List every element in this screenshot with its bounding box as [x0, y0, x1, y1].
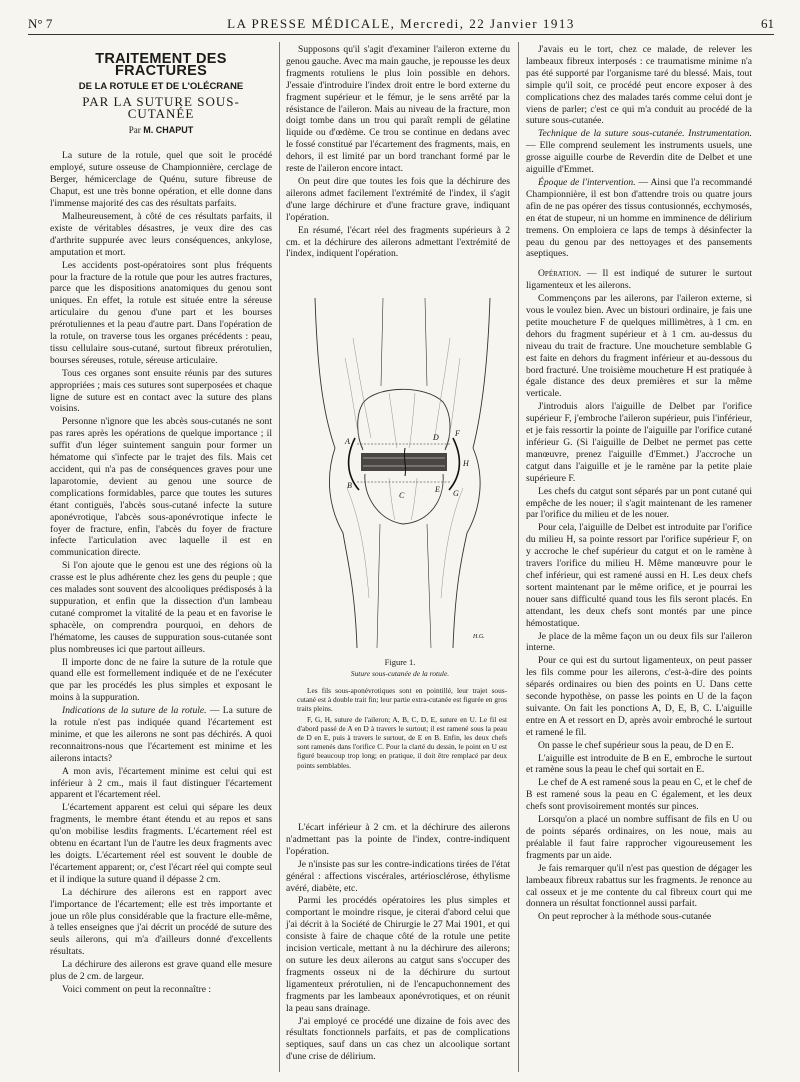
paragraph: Supposons qu'il s'agit d'examiner l'aileron externe du genou gauche. Avec ma main gauche, je repousse les deux fragments rotuliens le plus loin possible en dehors. J'essaie d'introduire l'index droit entre le bord externe du fragment supérieur et le fémur, je le sens arrêté par la résistance de l'aileron. Mais au niveau de la fracture, mon doigt tombe dans un trou qui paraît rempli de gélatine liquide ou d'œdème. Ce trou se continue en dedans avec le fossé constitué par l'écartement des fragments, mais, en dehors, il est limité par un bord tranchant formé par le reste de l'aileron encore intact. — [286, 44, 510, 175]
col3-rest-paragraphs — [526, 293, 752, 923]
paragraph: Il importe donc de ne faire la suture de la rotule que quand elle est formellement indiquée et de ne l'exécuter que par les procédés les plus simples et exposant le moins à la suppuration. — [50, 656, 272, 704]
paragraph: Commençons par les ailerons, par l'aileron externe, si vous le voulez bien. Avec un bistouri ordinaire, je fais une petite moucheture F de quelques millimètres, à 1 cm. en dehors du fragment supérieur et à 1 cm. au-dessus du niveau du trait de fracture. Une moucheture semblable G est faite en dehors du fragment inférieur et au-dessous du bord fracturé. Une troisième moucheture H est pratiquée à égale distance des deux premières et sur la même verticale. — [526, 293, 752, 400]
legend-paragraph: F, G, H, suture de l'aileron; A, B, C, D, E, suture en U. Le fil est d'abord passé de A en D à travers le surtout; il est ramené sous la peau de D en E, puis à travers le surtout, de E en B. Enfin, les deux chefs sont ramenés dans l'orifice C. Pour la clarté du dessin, le point en U est figuré beaucoup trop long; en pratique, il doit être remplacé par deux points semblables. — [297, 714, 507, 770]
column-2 — [286, 44, 510, 261]
leg-outline-left — [329, 448, 357, 648]
paragraph: L'écart inférieur à 2 cm. et la déchirure des ailerons n'admettant pas la pointe de l'index, contre-indiquent l'opération. — [286, 822, 510, 857]
column-divider — [518, 42, 519, 1072]
running-header — [28, 14, 774, 35]
paragraph: Je fais remarquer qu'il n'est pas question de dégager les lambeaux fibreux rabattus sur les fragments. Je renonce au cal osseux et je me contente du cal fibreux court qui me donnera un résultat fonctionnel aussi parfait. — [526, 862, 752, 910]
col2-bottom-paragraphs — [286, 822, 510, 1063]
byline-par: Par — [128, 124, 141, 135]
paragraph: Je n'insiste pas sur les contre-indications tirées de l'état général : affections viscérales, artériosclérose, éthylisme avéré, diabète, etc. — [286, 858, 510, 894]
paragraph: Je place de la même façon un ou deux fils sur l'aileron interne. — [526, 630, 752, 654]
page-number: 61 — [761, 16, 774, 31]
paragraph: L'écartement apparent est celui qui sépare les deux fragments, le membre étant étendu et au repos et sans qu'on mobilise lesdits fragments. L'écartement réel est obtenu en écartant l'un de l'autre les deux fragments avec les doigts. L'écartement réel est souvent le double de l'écartement apparent; or, c'est l'écart réel qui compte seul et il indique la suture quand il dépasse 2 cm. — [50, 802, 272, 885]
figure-label: A — [345, 437, 350, 446]
paragraph-epoque — [526, 177, 752, 260]
paragraph: Malheureusement, à côté de ces résultats parfaits, il existe de véritables désastres, je veux dire des cas d'arthrite suppurée avec leurs conséquences, ankylose, amputation et mort. — [50, 210, 272, 258]
knee-suture-figure — [285, 298, 515, 648]
figure-label: F — [455, 429, 460, 438]
paragraph: Tous ces organes sont ensuite réunis par des sutures appropriées ; mais ces sutures sont superposées et chaque ligne de suture est en contact avec la suture des plans voisins. — [50, 367, 272, 415]
paragraph: Lorsqu'on a placé un nombre suffisant de fils en U ou de points séparés ordinaires, on les noue, mais au préalable il faut faire rapprocher vigoureusement les fragments par un aide. — [526, 814, 752, 861]
issue-number: N° 7 — [28, 16, 53, 31]
paragraph-indications — [50, 705, 272, 765]
operation-heading: Opération. — [538, 268, 582, 280]
paragraph: La déchirure des ailerons est en rapport avec l'importance de l'écartement; elle est très importante et joue un rôle plus considérable que la fracture elle-même, à telles enseignes que j'ai décrit un procédé de suture des seuls ailerons, qui m'a d'ailleurs donné d'excellents résultats. — [50, 886, 272, 958]
figure-legend — [297, 686, 507, 771]
technique-heading: Technique de la suture sous-cutanée. Instrumentation. — [538, 128, 752, 140]
paragraph: Les accidents post-opératoires sont plus fréquents pour la fracture de la rotule que pour les autres fractures, parce que les dispositions anatomiques du genou sont uniques. En effet, la rotule est située entre la séreuse articulaire du genou d'une part et les bourses prérotuliennes et la peau d'autre part. Dans l'opération de la rotule, on traverse tous les organes précédents : peau, tissu cellulaire sous-cutané, surtout fibreux prérotulien, bourses séreuses, rotule, séreuse articulaire. — [50, 259, 272, 366]
paragraph: J'avais eu le tort, chez ce malade, de relever les lambeaux fibreux interposés : ce traumatisme minime n'a pas été supporté par l'organisme taré du blessé. Mais, tout simple qu'il soit, ce procédé peut encore exposer à des complications chez des malades tarés comme celui dont je viens de parler; c'est ce qui m'a conduit au procédé de la suture sous-cutanée. — [526, 44, 752, 127]
col1-paragraphs — [50, 150, 272, 704]
operation-text: — Il est indiqué de suturer le surtout ligamenteux et les ailerons. — [526, 268, 752, 292]
paragraph: J'introduis alors l'aiguille de Delbet par l'orifice supérieur F, j'embroche l'aileron supérieur, puis l'inférieur, et je fais ressortir la pointe de l'aiguille par l'orifice cutané inférieur G. (Si l'aiguille de Delbet ne permet pas cette manœuvre, prenez l'aiguille d'Emmet.) J'accroche un catgut dans l'aiguille et je le ramène par la petite plaie supérieure F. — [526, 401, 752, 484]
paragraph: Parmi les procédés opératoires les plus simples et comportant le moindre risque, je citerai d'abord celui que j'ai décrit à la Société de Chirurgie le 27 Mai 1901, et qui consiste à faire de chaque côté de la rotule une petite incision verticale, mettant à nu la déchirure des ailerons; on suture les deux ailerons au catgut sans s'occuper des fragments osseux ni de la déchirure du surtout ligamenteux prérotulien, ni de l'encapuchonnement des fragments par les lambeaux aponévrotiques, et on réunit la peau sans drainage. — [286, 895, 510, 1014]
paragraph: Pour ce qui est du surtout ligamenteux, on peut passer les fils comme pour les ailerons, c'est-à-dire des points séparés ordinaires ou bien des points en U. Dans cette seconde hypothèse, on passe les points en U de la façon suivante. On fait les ponctions A, D, E, B, C. L'aiguille entre en A et ressort en D, après avoir embroché le surtout et ramené le fil. — [526, 655, 752, 738]
paragraph-technique — [526, 128, 752, 176]
column-2-bottom — [286, 822, 510, 1064]
figure-subtitle: Suture sous-cutanée de la rotule. — [350, 669, 450, 678]
epoque-text: — Ainsi que l'a recommandé Championnière, il est bon d'attendre trois ou quatre jours afin de ne pas opérer des tissus contusionnés, ecchymosés, en état de stupeur, ni un homme en imminence de délirium tremens. On emploiera ce laps de temps à désinfecter la peau du genou par des nettoyages et des pansements aseptiques. — [526, 176, 752, 260]
figure-title: Figure 1. — [384, 657, 416, 667]
indications-heading: Indications de la suture de la rotule. — [62, 705, 207, 717]
paragraph: Si l'on ajoute que le genou est une des régions où la crasse est le plus adhérente chez les gens du peuple ; que ces malades sont souvent des alcooliques prédisposés à la suppuration, et enfin que la dissection d'un lambeau cutané compromet la vitalité de la peau et en favorise le sphacèle, on comprendra pourquoi, en dehors de l'hématome, les causes de suppuration sous-cutanée sont plus nombreuses ici que partout ailleurs. — [50, 560, 272, 655]
technique-text: — Elle comprend seulement les instruments usuels, une grosse aiguille courbe de Reverdin dite de Delbet et une aiguille d'Emmet. — [526, 140, 752, 176]
column-1 — [50, 44, 272, 997]
thigh-outline-right — [473, 298, 490, 448]
figure-signature: H.G. — [473, 634, 485, 640]
article-method: PAR LA SUTURE SOUS-CUTANÉE — [82, 93, 240, 121]
paragraph: Le chef de A est ramené sous la peau en C, et le chef de B est ramené sous la peau en C également, et les deux chefs sont provisoirement montés sur pinces. — [526, 777, 752, 813]
figure-label: E — [435, 485, 440, 494]
paragraph-operation — [526, 268, 752, 292]
paragraph: L'aiguille est introduite de B en E, embroche le surtout et ramène sous la peau le chef qui sortait en E. — [526, 752, 752, 776]
byline — [50, 125, 272, 137]
figure-label: B — [347, 481, 352, 490]
paragraph: En résumé, l'écart réel des fragments supérieurs à 2 cm. et la déchirure des ailerons admettant l'extrémité de l'index, indiquent l'opération. — [286, 224, 510, 260]
paragraph: Pour cela, l'aiguille de Delbet est introduite par l'orifice du milieu H, sa pointe ressort par l'orifice supérieur F, on y accroche le chef supérieur du catgut et on le ramène à travers l'orifice du milieu H. Même manœuvre pour le chef inférieur, qui est ramené aussi en H. Les deux chefs sortent maintenant par le même orifice, et je pourrai les nouer sans difficulté quand tous les fils seront placés. En attendant, les deux chefs sont montés par une pince hémostatique. — [526, 522, 752, 629]
paragraph: La déchirure des ailerons est grave quand elle mesure plus de 2 cm. de largeur. — [50, 959, 272, 983]
paragraph: On peut dire que toutes les fois que la déchirure des ailerons admet facilement l'extrémité de l'index, il s'agit d'une large déchirure et d'une fracture grave, indiquant l'opération. — [286, 175, 510, 223]
col1-rest-paragraphs — [50, 766, 272, 996]
legend-paragraph: Les fils sous-aponévrotiques sont en pointillé, leur trajet sous-cutané est à double trait fin; leur partie extra-cutanée est figurée en gros traits pleins. — [297, 686, 507, 714]
paragraph: J'ai employé ce procédé une dizaine de fois avec des résultats fonctionnels parfaits, et pas de complications septiques, sauf dans un cas chez un alcoolique sortant d'une crise de délirium. — [286, 1015, 510, 1063]
epoque-heading: Époque de l'intervention. — [538, 176, 636, 188]
article-subtitle: DE LA ROTULE ET DE L'OLÉCRANE — [78, 80, 244, 92]
journal-title: LA PRESSE MÉDICALE, Mercredi, 22 Janvier 1913 — [227, 16, 575, 31]
figure-label: G — [453, 489, 459, 498]
column-3 — [526, 44, 752, 924]
author: M. CHAPUT — [143, 124, 194, 135]
paragraph: Voici comment on peut la reconnaître : — [62, 983, 212, 995]
figure-label: C — [399, 491, 405, 500]
fracture-gap — [361, 453, 447, 471]
col2-top-paragraphs — [286, 44, 510, 260]
column-divider — [279, 42, 280, 1072]
paragraph: On passe le chef supérieur sous la peau, de D en E. — [538, 739, 734, 751]
figure-label: D — [433, 433, 439, 442]
paragraph: On peut reprocher à la méthode sous-cutanée — [538, 911, 712, 923]
figure-label: H — [463, 459, 469, 468]
paragraph: Les chefs du catgut sont séparés par un pont cutané qui empêche de les nouer; il s'agit maintenant de les ramener par l'orifice du milieu et de les nouer. — [526, 485, 752, 521]
thigh-outline-left — [315, 298, 335, 448]
paragraph: A mon avis, l'écartement minime est celui qui est inférieur à 2 cm., mais il faut distinguer l'écartement apparent et l'écartement réel. — [50, 765, 272, 801]
article-title: TRAITEMENT DES FRACTURES — [95, 51, 227, 79]
paragraph: La suture de la rotule, quel que soit le procédé employé, suture osseuse de Championnière, cerclage de Berger, hémicerclage de Quénu, suture fibreuse de Chaput, est une très bonne opération, et elle donne dans l'immense majorité des cas des résultats parfaits. — [50, 150, 272, 210]
indications-text: — La suture de la rotule n'est pas indiquée quand l'écartement est minime, et que les ailerons ne sont pas déchirés. A quoi reconnaitrons-nous que l'écartement est minime et les ailerons intacts? — [50, 705, 273, 764]
paragraph: Personne n'ignore que les abcès sous-cutanés ne sont pas rares après les opérations de quelque importance ; il suffit d'un léger suintement sanguin pour former un hématome qui s'infecte par le trajet des fils. Mais cet accident, qui n'a pas de conséquences graves pour une laparotomie, devient au genou une source de complications formidables, parce que toutes les sutures étant contiguës, l'abcès sous-cutané infecte la suture aponévrotique, l'abcès sous-aponévrotique infecte le foyer de fracture, enfin, l'abcès du foyer de fracture infecte l'articulation avec laquelle il est en communication directe. — [50, 416, 272, 559]
